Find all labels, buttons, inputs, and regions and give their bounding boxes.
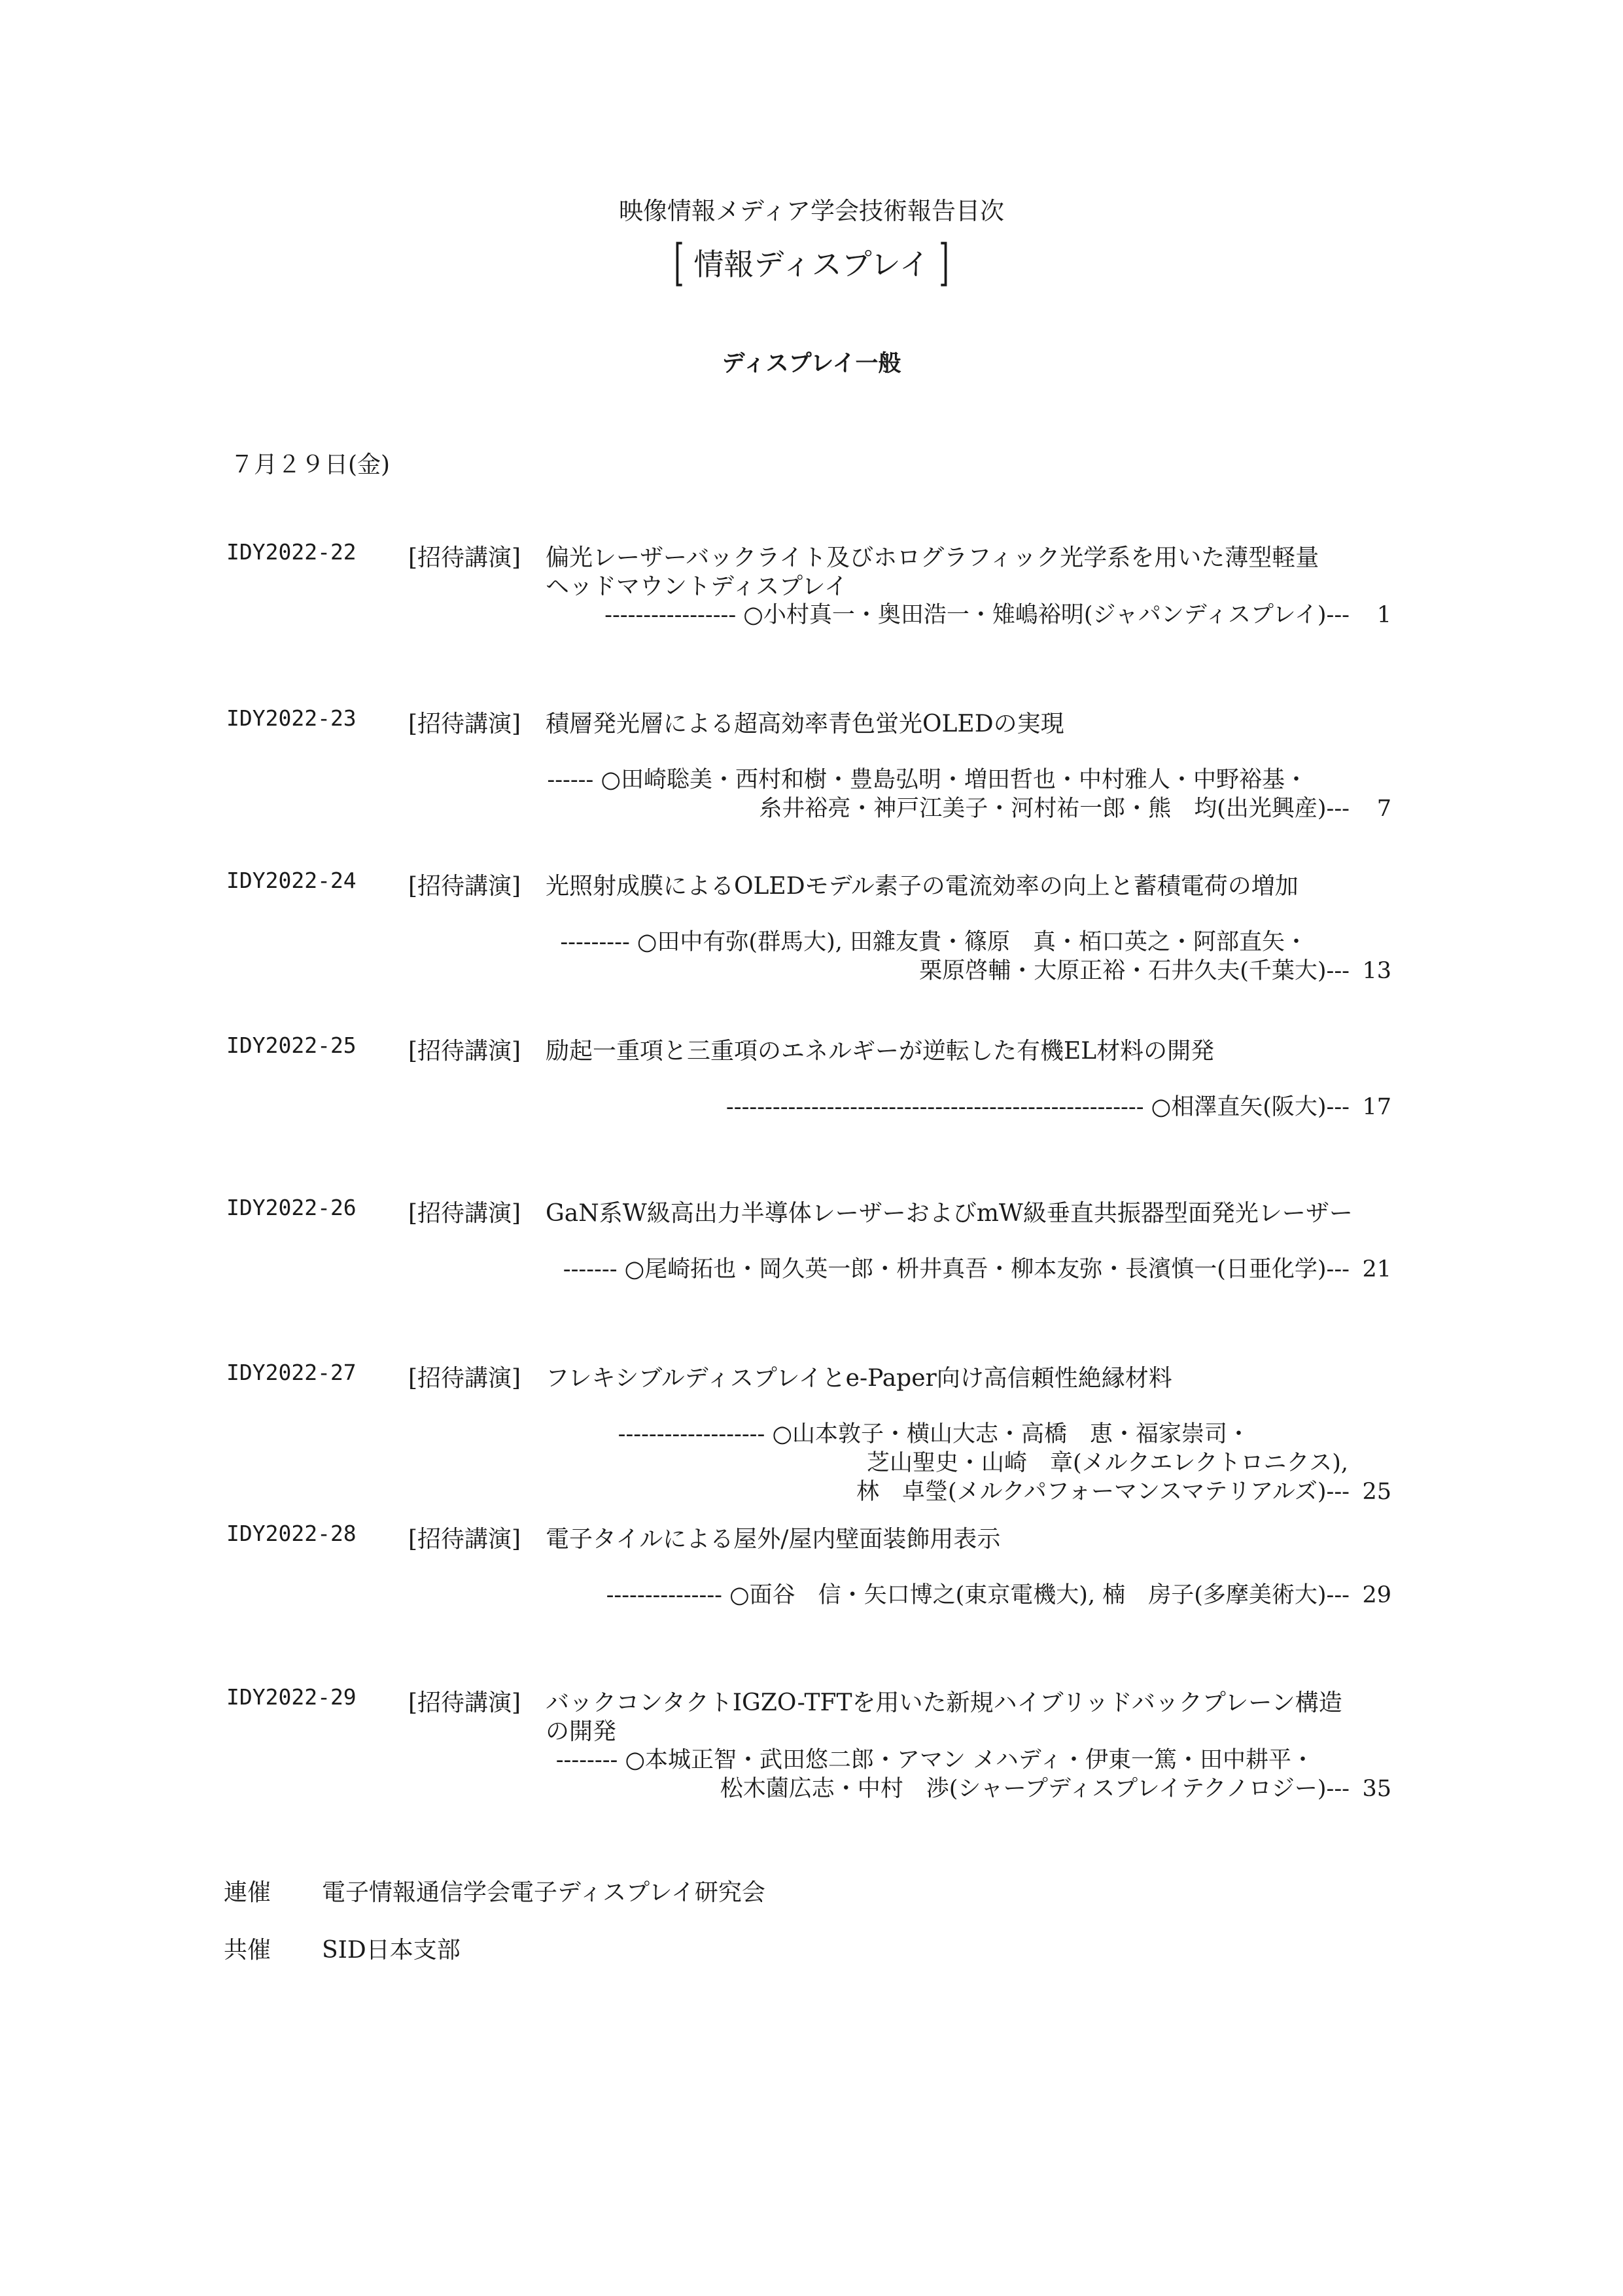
entry-page-number: 17 [1362,1094,1391,1120]
series-bracket-open: [ [674,235,684,292]
entry-title-line: ヘッドマウントディスプレイ [546,573,848,600]
entry-page-number: 35 [1362,1776,1391,1802]
entry-authors-line [759,790,1391,823]
entry-authors-line [560,924,1308,957]
entry-title-line: GaN系W級高出力半導体レーザーおよびmW級垂直共振器型面発光レーザー [546,1200,1353,1227]
entry-title-line: の開発 [546,1718,617,1745]
entry-tag: [招待講演] [408,1689,521,1716]
entry-authors-line [856,1474,1391,1506]
entry-id: IDY2022-28 [226,1521,357,1546]
footer-cohost-row [224,1932,461,1965]
entry-authors-line [547,762,1308,794]
entry-authors: --------------- ○面谷 信・矢口博之(東京電機大), 楠 房子(多摩美術大)--- [606,1582,1350,1608]
entry-title-line: 偏光レーザーバックライト及びホログラフィック光学系を用いた薄型軽量 [546,544,1319,571]
entry-page-number: 1 [1376,602,1391,628]
footer-value: 電子情報通信学会電子ディスプレイ研究会 [322,1879,765,1906]
entry-tag: [招待講演] [408,873,521,900]
entry-authors-line [556,1742,1314,1775]
entry-authors-line [604,597,1391,629]
entry-tag: [招待講演] [408,544,521,571]
series-title-text: 情報ディスプレイ [693,247,930,282]
toc-entry [0,1360,1623,1505]
entry-page-number: 29 [1362,1582,1391,1608]
entry-tag: [招待講演] [408,1200,521,1227]
entry-page-number: 13 [1362,958,1391,984]
footer-value: SID日本支部 [322,1937,461,1964]
session-date: ７月２９日(金) [230,451,391,478]
entry-title-line: 励起一重項と三重項のエネルギーが逆転した有機EL材料の開発 [546,1038,1215,1065]
entry-authors-line [919,953,1391,985]
toc-entry [0,1033,1623,1124]
entry-tag: [招待講演] [408,1526,521,1553]
entry-authors: -------- ○本城正智・武田悠二郎・アマン メハディ・伊東一篤・田中耕平・ [555,1747,1314,1773]
entry-id: IDY2022-22 [226,539,357,565]
entry-authors-line [563,1251,1391,1284]
entry-authors-line [720,1771,1391,1803]
entry-page-number: 7 [1376,796,1391,822]
entry-authors: 松木薗広志・中村 渉(シャープディスプレイテクノロジー)--- [720,1776,1350,1802]
toc-entry [0,868,1623,984]
entry-id: IDY2022-23 [226,705,357,731]
toc-entry [0,1195,1623,1286]
entry-tag: [招待講演] [408,711,521,737]
entry-authors: 芝山聖史・山崎 章(メルクエレクトロニクス), [867,1450,1348,1476]
entry-authors-line [726,1089,1391,1122]
section-title: ディスプレイ一般 [722,351,901,377]
entry-tag: [招待講演] [408,1365,521,1392]
footer-label: 共催 [224,1937,271,1964]
entry-authors-line [867,1445,1348,1477]
entry-authors: ------------------- ○山本敦子・横山大志・高橋 恵・福家崇司・ [618,1421,1250,1447]
entry-authors: ------- ○尾崎拓也・岡久英一郎・枡井真吾・柳本友弥・長濱慎一(日亜化学)--- [563,1256,1350,1282]
entry-tag: [招待講演] [408,1038,521,1065]
entry-authors-line [618,1416,1250,1449]
entry-page-number: 21 [1362,1256,1391,1282]
toc-entry [0,1684,1623,1802]
toc-entry [0,539,1623,631]
entry-id: IDY2022-29 [226,1684,357,1710]
entry-authors: 林 卓瑩(メルクパフォーマンスマテリアルズ)--- [856,1479,1350,1505]
entry-authors-line [606,1577,1391,1610]
footer-cosponsor-row [224,1874,765,1907]
entry-title-line: 積層発光層による超高効率青色蛍光OLEDの実現 [546,711,1064,737]
entry-authors: 栗原啓輔・大原正裕・石井久夫(千葉大)--- [919,958,1350,984]
entry-title-line: 光照射成膜によるOLEDモデル素子の電流効率の向上と蓄積電荷の増加 [546,873,1299,900]
entry-authors: ------ ○田崎聡美・西村和樹・豊島弘明・増田哲也・中村雅人・中野裕基・ [547,767,1308,793]
toc-entry [0,1521,1623,1612]
entry-id: IDY2022-25 [226,1033,357,1058]
series-bracket-close: ] [939,235,949,292]
entry-id: IDY2022-26 [226,1195,357,1220]
entry-authors: ----------------- ○小村真一・奥田浩一・雉嶋裕明(ジャパンディスプレイ)--- [604,602,1350,628]
entry-title-line: バックコンタクトIGZO-TFTを用いた新規ハイブリッドバックプレーン構造 [546,1689,1342,1716]
report-header-title: 映像情報メディア学会技術報告目次 [618,197,1005,225]
series-title [0,235,1623,292]
footer-label: 連催 [224,1879,271,1906]
entry-authors: ------------------------------------------------------ ○相澤直矢(阪大)--- [725,1094,1350,1120]
entry-authors: 糸井裕亮・神戸江美子・河村祐一郎・熊 均(出光興産)--- [759,796,1350,822]
entry-page-number: 25 [1362,1479,1391,1505]
toc-entry [0,705,1623,822]
entry-authors: --------- ○田中有弥(群馬大), 田雜友貴・篠原 真・栢口英之・阿部直矢・ [560,929,1308,955]
entry-title-line: 電子タイルによる屋外/屋内壁面装飾用表示 [546,1526,1001,1553]
entry-id: IDY2022-24 [226,868,357,893]
entry-title-line: フレキシブルディスプレイとe-Paper向け高信頼性絶縁材料 [546,1365,1172,1392]
entry-id: IDY2022-27 [226,1360,357,1385]
